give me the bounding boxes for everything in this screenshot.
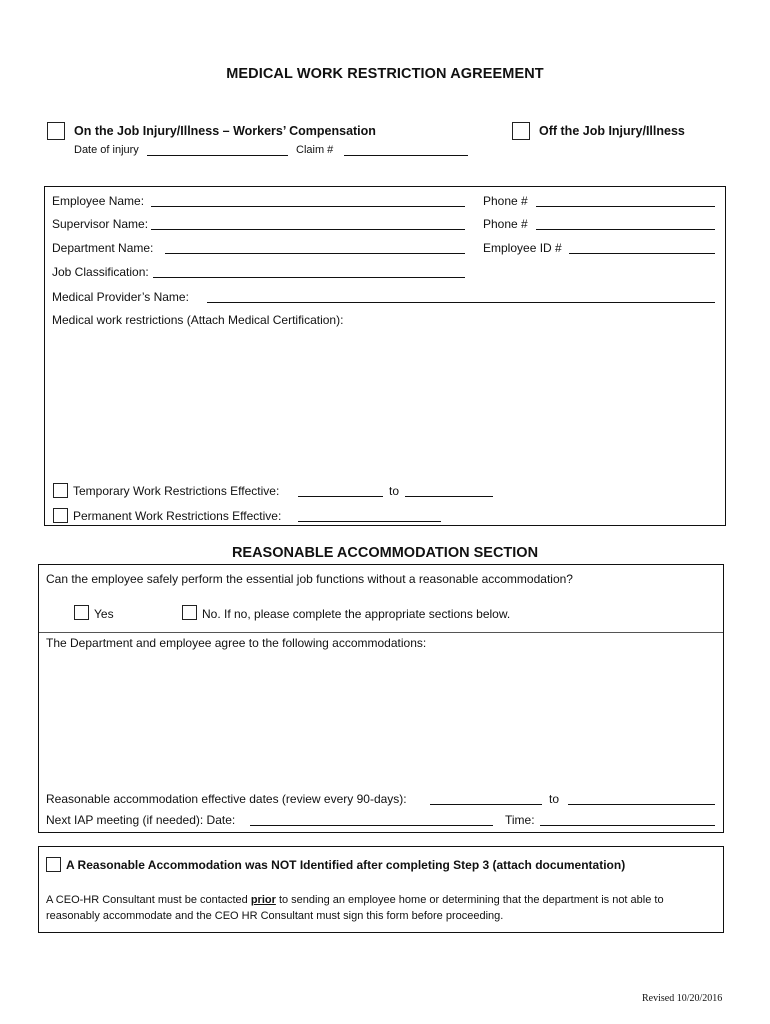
accommodation-section-title: REASONABLE ACCOMMODATION SECTION <box>231 545 539 561</box>
yes-label: Yes <box>94 607 114 621</box>
claim-label: Claim # <box>296 144 334 156</box>
permanent-restrictions-checkbox[interactable] <box>53 508 68 523</box>
temporary-start-field[interactable] <box>298 496 383 497</box>
permanent-restrictions-label: Permanent Work Restrictions Effective: <box>73 509 282 523</box>
off-job-injury-label: Off the Job Injury/Illness <box>539 124 685 138</box>
supervisor-name-field[interactable] <box>151 229 465 230</box>
note-text-pre: A CEO-HR Consultant must be contacted <box>46 894 251 906</box>
temporary-end-field[interactable] <box>405 496 493 497</box>
note-text-line2: reasonably accommodate and the CEO HR Consultant must sign this form before proceeding. <box>46 910 504 922</box>
on-job-injury-label: On the Job Injury/Illness – Workers’ Compensation <box>74 124 376 138</box>
phone2-label: Phone # <box>483 217 528 231</box>
accommodation-divider <box>39 632 723 633</box>
accommodations-area[interactable] <box>46 656 711 786</box>
temporary-restrictions-checkbox[interactable] <box>53 483 68 498</box>
accommodation-question: Can the employee safely perform the essential job functions without a reasonable accommodation? <box>46 572 573 586</box>
medical-restrictions-label: Medical work restrictions (Attach Medical Certification): <box>52 313 344 327</box>
not-identified-heading: A Reasonable Accommodation was NOT Identified after completing Step 3 (attach documentation) <box>66 858 626 872</box>
note-text-emphasis: prior <box>250 894 276 906</box>
hr-consultant-note <box>46 892 664 924</box>
no-checkbox[interactable] <box>182 605 197 620</box>
supervisor-name-label: Supervisor Name: <box>52 217 149 231</box>
date-of-injury-field[interactable] <box>147 155 288 156</box>
no-label: No. If no, please complete the appropriate sections below. <box>202 607 511 621</box>
employee-id-label: Employee ID # <box>483 241 562 255</box>
department-name-label: Department Name: <box>52 241 154 255</box>
off-job-injury-checkbox[interactable] <box>512 122 530 140</box>
accommodation-to-label: to <box>549 792 560 806</box>
iap-time-field[interactable] <box>540 825 715 826</box>
employee-id-field[interactable] <box>569 253 715 254</box>
employee-name-field[interactable] <box>151 206 465 207</box>
page-title: MEDICAL WORK RESTRICTION AGREEMENT <box>226 66 544 82</box>
iap-meeting-label: Next IAP meeting (if needed): Date: <box>46 813 236 827</box>
medical-restrictions-area[interactable] <box>52 332 712 477</box>
job-classification-label: Job Classification: <box>52 265 149 279</box>
permanent-start-field[interactable] <box>298 521 441 522</box>
accommodation-dates-label: Reasonable accommodation effective dates (review every 90-days): <box>46 792 407 806</box>
accommodation-end-field[interactable] <box>568 804 715 805</box>
accommodations-agree-label: The Department and employee agree to the following accommodations: <box>46 636 427 650</box>
iap-date-field[interactable] <box>250 825 493 826</box>
yes-checkbox[interactable] <box>74 605 89 620</box>
employee-name-label: Employee Name: <box>52 194 145 208</box>
phone-field[interactable] <box>536 206 715 207</box>
temporary-restrictions-label: Temporary Work Restrictions Effective: <box>73 484 280 498</box>
claim-field[interactable] <box>344 155 468 156</box>
phone2-field[interactable] <box>536 229 715 230</box>
not-identified-checkbox[interactable] <box>46 857 61 872</box>
iap-time-label: Time: <box>505 813 535 827</box>
date-of-injury-label: Date of injury <box>74 144 139 156</box>
accommodation-start-field[interactable] <box>430 804 542 805</box>
temporary-to-label: to <box>389 484 400 498</box>
job-classification-field[interactable] <box>153 277 465 278</box>
revised-date: Revised 10/20/2016 <box>642 993 723 1004</box>
medical-provider-label: Medical Provider’s Name: <box>52 290 189 304</box>
phone-label: Phone # <box>483 194 528 208</box>
medical-provider-field[interactable] <box>207 302 715 303</box>
on-job-injury-checkbox[interactable] <box>47 122 65 140</box>
note-text-post: to sending an employee home or determining that the department is not able to <box>275 894 664 906</box>
department-name-field[interactable] <box>165 253 465 254</box>
